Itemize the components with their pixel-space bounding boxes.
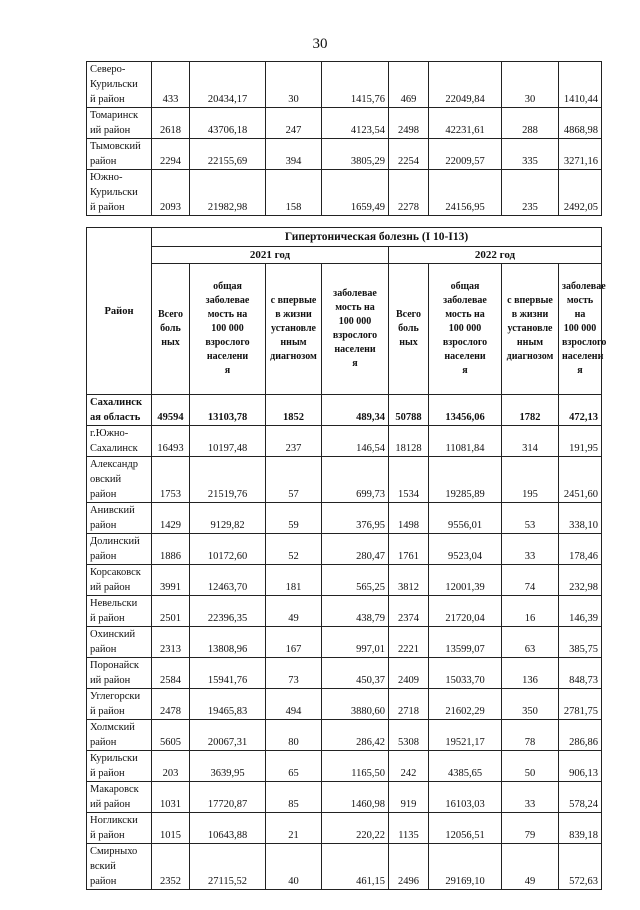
row-name-line: Смирныхо xyxy=(90,846,138,857)
column-header-line: ных xyxy=(399,337,418,348)
value-cell: 79 xyxy=(502,813,559,844)
value-cell: 2374 xyxy=(389,596,429,627)
value-cell: 42231,61 xyxy=(429,108,502,139)
table-row xyxy=(87,426,602,457)
column-header-line: с впервые xyxy=(270,295,317,306)
value-cell: 2294 xyxy=(152,139,190,170)
column-header-line: Всего xyxy=(396,309,421,320)
value-cell: 4868,98 xyxy=(559,108,602,139)
value-cell: 10197,48 xyxy=(190,426,266,457)
table-row xyxy=(87,170,602,216)
row-name-line: район xyxy=(90,551,117,562)
column-header-line: мость на xyxy=(445,309,485,320)
row-name-line: ий район xyxy=(90,675,131,686)
value-cell: 4123,54 xyxy=(322,108,389,139)
district-name-cell xyxy=(87,457,152,503)
row-name-line: й район xyxy=(90,94,125,105)
value-cell: 85 xyxy=(266,782,322,813)
value-cell: 2781,75 xyxy=(559,689,602,720)
value-cell: 578,24 xyxy=(559,782,602,813)
district-name-cell xyxy=(87,426,152,457)
value-cell: 15941,76 xyxy=(190,658,266,689)
column-header xyxy=(559,264,607,395)
district-name-cell xyxy=(87,689,152,720)
column-header-line: взрослого xyxy=(562,337,607,348)
table-row xyxy=(87,658,602,689)
row-name-line: ий район xyxy=(90,582,131,593)
table-row xyxy=(87,108,602,139)
row-name-line: район xyxy=(90,156,117,167)
value-cell: 53 xyxy=(502,503,559,534)
column-header-line: нным xyxy=(516,337,544,348)
value-cell: 1410,44 xyxy=(559,62,602,108)
value-cell: 63 xyxy=(502,627,559,658)
district-name-cell xyxy=(87,844,152,890)
value-cell: 13808,96 xyxy=(190,627,266,658)
column-header-line: мость на xyxy=(207,309,248,320)
value-cell: 280,47 xyxy=(322,534,389,565)
value-cell: 146,39 xyxy=(559,596,602,627)
district-name-cell xyxy=(87,108,152,139)
value-cell: 136 xyxy=(502,658,559,689)
column-header-line: Всего xyxy=(158,309,183,320)
value-cell: 22009,57 xyxy=(429,139,502,170)
column-header-line: ных xyxy=(161,337,180,348)
column-header-line: заболевае xyxy=(443,295,487,306)
value-cell: 203 xyxy=(152,751,190,782)
row-name-line: й район xyxy=(90,706,125,717)
value-cell: 59 xyxy=(266,503,322,534)
row-name-line: Южно- xyxy=(90,172,123,183)
value-cell: 74 xyxy=(502,565,559,596)
value-cell: 338,10 xyxy=(559,503,602,534)
value-cell: 50 xyxy=(502,751,559,782)
value-cell: 288 xyxy=(502,108,559,139)
column-header-line: диагнозом xyxy=(270,351,317,362)
value-cell: 1761 xyxy=(389,534,429,565)
value-cell: 5308 xyxy=(389,720,429,751)
value-cell: 232,98 xyxy=(559,565,602,596)
column-header-line: общая xyxy=(450,281,480,292)
district-name-cell xyxy=(87,751,152,782)
row-name-line: район xyxy=(90,737,117,748)
value-cell: 314 xyxy=(502,426,559,457)
value-cell: 12056,51 xyxy=(429,813,502,844)
value-cell: 40 xyxy=(266,844,322,890)
value-cell: 9129,82 xyxy=(190,503,266,534)
row-name-line: Анивский xyxy=(90,505,135,516)
value-cell: 49 xyxy=(266,596,322,627)
column-header xyxy=(266,264,322,395)
value-cell: 52 xyxy=(266,534,322,565)
table-row xyxy=(87,813,602,844)
page-number: 30 xyxy=(312,36,328,52)
table-row xyxy=(87,844,602,890)
value-cell: 565,25 xyxy=(322,565,389,596)
value-cell: 919 xyxy=(389,782,429,813)
value-cell: 572,63 xyxy=(559,844,602,890)
value-cell: 286,42 xyxy=(322,720,389,751)
row-name-line: Макаровск xyxy=(90,784,139,795)
value-cell: 1498 xyxy=(389,503,429,534)
value-cell: 167 xyxy=(266,627,322,658)
column-header xyxy=(429,264,502,395)
value-cell: 906,13 xyxy=(559,751,602,782)
value-cell: 18128 xyxy=(389,426,429,457)
column-header-line: взрослого xyxy=(332,330,378,341)
column-header-line: я xyxy=(224,365,231,376)
column-header-line: 100 000 xyxy=(211,323,244,334)
value-cell: 2221 xyxy=(389,627,429,658)
district-name-cell xyxy=(87,503,152,534)
value-cell: 385,75 xyxy=(559,627,602,658)
value-cell: 10172,60 xyxy=(190,534,266,565)
value-cell: 2254 xyxy=(389,139,429,170)
value-cell: 3991 xyxy=(152,565,190,596)
row-name-line: Сахалинск xyxy=(90,443,138,454)
table-row xyxy=(87,503,602,534)
row-name-line: ий район xyxy=(90,125,131,136)
rayon-header: Район xyxy=(87,228,152,395)
row-name-line: район xyxy=(90,876,117,887)
value-cell: 12001,39 xyxy=(429,565,502,596)
column-header-line: мость на xyxy=(335,302,375,313)
hypertension-table xyxy=(86,227,607,890)
value-cell: 2718 xyxy=(389,689,429,720)
column-header-line: боль xyxy=(160,323,181,334)
value-cell: 235 xyxy=(502,170,559,216)
column-header-line: диагнозом xyxy=(506,351,554,362)
value-cell: 1429 xyxy=(152,503,190,534)
district-name-cell xyxy=(87,395,152,426)
value-cell: 1135 xyxy=(389,813,429,844)
value-cell: 49594 xyxy=(152,395,190,426)
row-name-line: район xyxy=(90,520,117,531)
district-name-cell xyxy=(87,813,152,844)
value-cell: 20067,31 xyxy=(190,720,266,751)
value-cell: 1415,76 xyxy=(322,62,389,108)
value-cell: 22396,35 xyxy=(190,596,266,627)
value-cell: 1031 xyxy=(152,782,190,813)
value-cell: 350 xyxy=(502,689,559,720)
value-cell: 394 xyxy=(266,139,322,170)
column-header-line: взрослого xyxy=(442,337,488,348)
value-cell: 2278 xyxy=(389,170,429,216)
row-name-line: Томаринск xyxy=(90,110,139,121)
table-row xyxy=(87,139,602,170)
value-cell: 1460,98 xyxy=(322,782,389,813)
value-cell: 997,01 xyxy=(322,627,389,658)
value-cell: 10643,88 xyxy=(190,813,266,844)
value-cell: 181 xyxy=(266,565,322,596)
value-cell: 27115,52 xyxy=(190,844,266,890)
district-name-cell xyxy=(87,139,152,170)
value-cell: 3805,29 xyxy=(322,139,389,170)
row-name-line: Курильски xyxy=(90,79,138,90)
value-cell: 2618 xyxy=(152,108,190,139)
value-cell: 191,95 xyxy=(559,426,602,457)
value-cell: 848,73 xyxy=(559,658,602,689)
value-cell: 247 xyxy=(266,108,322,139)
row-name-line: Корсаковск xyxy=(90,567,141,578)
district-name-cell xyxy=(87,627,152,658)
value-cell: 450,37 xyxy=(322,658,389,689)
value-cell: 2093 xyxy=(152,170,190,216)
row-name-line: Холмский xyxy=(90,722,135,733)
value-cell: 237 xyxy=(266,426,322,457)
district-name-cell xyxy=(87,565,152,596)
row-name-line: Тымовский xyxy=(90,141,141,152)
value-cell: 472,13 xyxy=(559,395,602,426)
column-header xyxy=(322,264,389,395)
total-row xyxy=(87,395,602,426)
row-name-line: Долинский xyxy=(90,536,140,547)
column-header-line: с впервые xyxy=(507,295,553,306)
value-cell: 461,15 xyxy=(322,844,389,890)
value-cell: 1886 xyxy=(152,534,190,565)
column-header-line: установле xyxy=(271,323,316,334)
table-row xyxy=(87,627,602,658)
value-cell: 1782 xyxy=(502,395,559,426)
value-cell: 2496 xyxy=(389,844,429,890)
column-header-line: общая xyxy=(213,281,242,292)
table-row xyxy=(87,689,602,720)
year-header-2021: 2021 год xyxy=(152,247,389,264)
value-cell: 13456,06 xyxy=(429,395,502,426)
value-cell: 21982,98 xyxy=(190,170,266,216)
table-row xyxy=(87,534,602,565)
value-cell: 13103,78 xyxy=(190,395,266,426)
district-name-cell xyxy=(87,596,152,627)
value-cell: 2501 xyxy=(152,596,190,627)
column-header-line: 100 000 xyxy=(563,323,597,334)
row-name-line: Курильски xyxy=(90,187,138,198)
value-cell: 195 xyxy=(502,457,559,503)
table-title: Гипертоническая болезнь (I 10-I13) xyxy=(152,228,602,247)
row-name-line: Охинский xyxy=(90,629,136,640)
value-cell: 4385,65 xyxy=(429,751,502,782)
column-header-line: заболевае xyxy=(562,281,606,292)
row-name-line: Курильски xyxy=(90,753,138,764)
district-name-cell xyxy=(87,62,152,108)
column-header-line: установле xyxy=(507,323,553,334)
row-name-line: овский xyxy=(90,474,122,485)
value-cell: 78 xyxy=(502,720,559,751)
column-header-line: я xyxy=(352,358,358,369)
row-name-line: г.Южно- xyxy=(90,428,129,439)
column-header-line: населени xyxy=(562,351,604,362)
column-header xyxy=(190,264,266,395)
value-cell: 2584 xyxy=(152,658,190,689)
value-cell: 73 xyxy=(266,658,322,689)
value-cell: 286,86 xyxy=(559,720,602,751)
value-cell: 29169,10 xyxy=(429,844,502,890)
year-header-2022: 2022 год xyxy=(389,247,602,264)
district-name-cell xyxy=(87,720,152,751)
row-name-line: район xyxy=(90,644,117,655)
value-cell: 9556,01 xyxy=(429,503,502,534)
table-row xyxy=(87,782,602,813)
value-cell: 22049,84 xyxy=(429,62,502,108)
column-header-line: населени xyxy=(334,344,376,355)
row-name-line: Ногликски xyxy=(90,815,138,826)
value-cell: 65 xyxy=(266,751,322,782)
row-name-line: Александр xyxy=(90,459,138,470)
value-cell: 220,22 xyxy=(322,813,389,844)
value-cell: 2352 xyxy=(152,844,190,890)
value-cell: 3880,60 xyxy=(322,689,389,720)
value-cell: 438,79 xyxy=(322,596,389,627)
table-row xyxy=(87,596,602,627)
value-cell: 11081,84 xyxy=(429,426,502,457)
row-name-line: Сахалинск xyxy=(90,397,142,408)
value-cell: 469 xyxy=(389,62,429,108)
row-name-line: ий район xyxy=(90,799,131,810)
column-header xyxy=(502,264,559,395)
column-header-line: населени xyxy=(206,351,249,362)
value-cell: 1753 xyxy=(152,457,190,503)
district-name-cell xyxy=(87,170,152,216)
value-cell: 19465,83 xyxy=(190,689,266,720)
value-cell: 21519,76 xyxy=(190,457,266,503)
value-cell: 12463,70 xyxy=(190,565,266,596)
top-data-table xyxy=(86,61,602,216)
value-cell: 2409 xyxy=(389,658,429,689)
value-cell: 16103,03 xyxy=(429,782,502,813)
value-cell: 20434,17 xyxy=(190,62,266,108)
row-name-line: й район xyxy=(90,202,125,213)
value-cell: 1534 xyxy=(389,457,429,503)
row-name-line: вский xyxy=(90,861,116,872)
value-cell: 80 xyxy=(266,720,322,751)
value-cell: 16493 xyxy=(152,426,190,457)
column-header-line: я xyxy=(462,365,468,376)
value-cell: 2451,60 xyxy=(559,457,602,503)
value-cell: 24156,95 xyxy=(429,170,502,216)
value-cell: 33 xyxy=(502,534,559,565)
value-cell: 1852 xyxy=(266,395,322,426)
value-cell: 43706,18 xyxy=(190,108,266,139)
column-header-line: 100 000 xyxy=(338,316,372,327)
value-cell: 1659,49 xyxy=(322,170,389,216)
column-header-line: заболевае xyxy=(333,288,377,299)
row-name-line: й район xyxy=(90,613,125,624)
value-cell: 2478 xyxy=(152,689,190,720)
column-header xyxy=(389,264,429,395)
value-cell: 376,95 xyxy=(322,503,389,534)
row-name-line: Поронайск xyxy=(90,660,139,671)
column-header-line: в жизни xyxy=(511,309,549,320)
value-cell: 146,54 xyxy=(322,426,389,457)
row-name-line: район xyxy=(90,489,117,500)
value-cell: 2498 xyxy=(389,108,429,139)
value-cell: 30 xyxy=(502,62,559,108)
value-cell: 49 xyxy=(502,844,559,890)
value-cell: 242 xyxy=(389,751,429,782)
value-cell: 494 xyxy=(266,689,322,720)
value-cell: 3812 xyxy=(389,565,429,596)
table-row xyxy=(87,457,602,503)
row-name-line: й район xyxy=(90,830,125,841)
column-header-line: населени xyxy=(444,351,486,362)
column-header-line: боль xyxy=(398,323,419,334)
column-header xyxy=(152,264,190,395)
value-cell: 158 xyxy=(266,170,322,216)
value-cell: 15033,70 xyxy=(429,658,502,689)
column-header-line: нным xyxy=(280,337,307,348)
value-cell: 489,34 xyxy=(322,395,389,426)
value-cell: 16 xyxy=(502,596,559,627)
value-cell: 2492,05 xyxy=(559,170,602,216)
value-cell: 19285,89 xyxy=(429,457,502,503)
value-cell: 178,46 xyxy=(559,534,602,565)
row-name-line: Углегорски xyxy=(90,691,141,702)
value-cell: 33 xyxy=(502,782,559,813)
column-header-line: в жизни xyxy=(275,309,312,320)
value-cell: 839,18 xyxy=(559,813,602,844)
table-row xyxy=(87,720,602,751)
value-cell: 22155,69 xyxy=(190,139,266,170)
value-cell: 30 xyxy=(266,62,322,108)
row-name-line: Невельски xyxy=(90,598,138,609)
value-cell: 21720,04 xyxy=(429,596,502,627)
table-row xyxy=(87,62,602,108)
value-cell: 2313 xyxy=(152,627,190,658)
value-cell: 9523,04 xyxy=(429,534,502,565)
value-cell: 13599,07 xyxy=(429,627,502,658)
district-name-cell xyxy=(87,658,152,689)
column-header-line: я xyxy=(577,365,583,376)
value-cell: 3639,95 xyxy=(190,751,266,782)
row-name-line: й район xyxy=(90,768,125,779)
district-name-cell xyxy=(87,534,152,565)
value-cell: 3271,16 xyxy=(559,139,602,170)
value-cell: 5605 xyxy=(152,720,190,751)
district-name-cell xyxy=(87,782,152,813)
value-cell: 21 xyxy=(266,813,322,844)
value-cell: 1015 xyxy=(152,813,190,844)
row-name-line: ая область xyxy=(90,412,141,423)
value-cell: 57 xyxy=(266,457,322,503)
column-header-line: заболевае xyxy=(205,295,250,306)
column-header-line: 100 000 xyxy=(448,323,482,334)
value-cell: 335 xyxy=(502,139,559,170)
table-row xyxy=(87,565,602,596)
value-cell: 1165,50 xyxy=(322,751,389,782)
value-cell: 50788 xyxy=(389,395,429,426)
value-cell: 17720,87 xyxy=(190,782,266,813)
column-header-line: мость на xyxy=(566,295,594,320)
row-name-line: Северо- xyxy=(90,64,126,75)
table-row xyxy=(87,751,602,782)
column-header-line: взрослого xyxy=(205,337,250,348)
value-cell: 699,73 xyxy=(322,457,389,503)
value-cell: 433 xyxy=(152,62,190,108)
value-cell: 21602,29 xyxy=(429,689,502,720)
value-cell: 19521,17 xyxy=(429,720,502,751)
